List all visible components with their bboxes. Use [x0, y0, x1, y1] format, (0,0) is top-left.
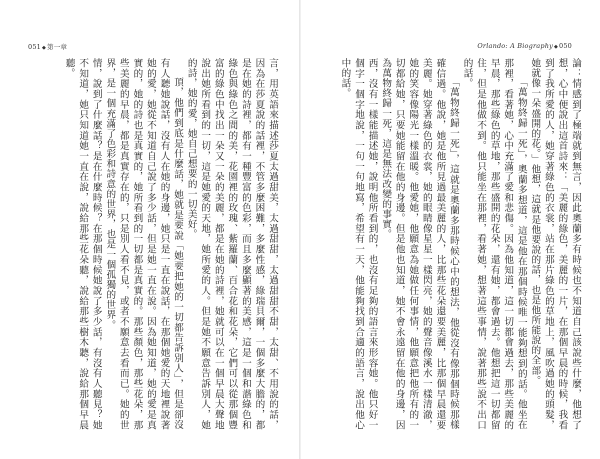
left-page-number: 051 [28, 43, 42, 51]
paragraph: 「萬物終歸一死」，這就是奧蘭多那時候心中的想法，他從沒有像那個時候那樣確信過。他說，她是他所見過最美麗的人，比那些花朵還要美麗，比那個早晨還要美麗。她穿著綠色的衣裳，她的眼睛像星星一樣閃亮，她的聲音像溪水一樣清澈，她的笑容像陽光一樣溫暖。他愛她，他願意為她做任何事情，他願意把他所有的一切都給她，只要她能留在他的身邊。但是他也知道，她不會永遠留在他的身邊，因為萬物終歸一死，這是無法改變的事實。 [380, 58, 459, 430]
left-page-text [20, 58, 279, 430]
paragraph: 西，沒有一樣能描述她，說明他所看到的，也沒有足夠的語言來形容她。他只好一個字一個字地說，一句一句地寫，希望有一天，他能夠找到合適的語言，說出他心中的話。 [339, 58, 378, 430]
paragraph: 情，說到了什麼話？是在什麼時候？在那個時候她說了多少話，有沒有人聽見？她不知道，她只知道她一直在說，說給那些花朵聽，說給那些樹木聽，說給那個早晨聽。 [63, 58, 102, 430]
header-diamond-icon: ◆ [553, 44, 558, 50]
paragraph: 「萬物終歸一死」，奧蘭多想道，這是他在那個時候唯一能夠想到的話。他坐在那裡，看著她，心中充滿了愛和悲傷。因為他知道，這一切都會過去，那些美麗的早晨，那些綠色的草地，那些盛開的花朵，還有她，都會過去。他想把這一切都留住，但是他做不到。他只能坐在那裡，看著她，想著這些事情，說著那些說不出口的話。 [461, 58, 527, 430]
left-running-header [28, 42, 67, 51]
paragraph: 頂，他們到底是什麼話，她就是要說「她要把她的一切都告訴別人」，但是卻沒有人聽她說話，沒有人在她的身邊，她只是一直在說話，在那個她愛的天地裡說著她的愛，她從不知道自己說了多少話，但是她一直在說。因為她知道，她的愛是真實的，她的詩也是真實的，她所看到的一切都是真實的。那些顏色，那些花朵，那些美麗的早晨，都是真實存在的，只是別人看不見，或者不願意去看而已。她的世界，是一個充滿了色彩和詩意的世界，也是一個孤獨的世界。 [104, 58, 184, 430]
left-page [0, 0, 299, 459]
right-running-header [477, 42, 572, 50]
right-page-text [323, 58, 582, 430]
right-page-number: 050 [558, 42, 572, 50]
right-running-head-title: Orlando: A Biography [477, 42, 553, 50]
paragraph: 論：情感到了極端就到無言，因此奧蘭多有時候也不知道自己該說些什麼，他想了想，心中便說出這首詩來：「美麗的綠色，美麗的一片，在那個早晨的時候，我看到了我所愛的人，她穿著綠色的衣裳，站在那片綠色的草地上，風吹過她的頭髮，她就像一朵盛開的花。」他想，這就是他要說的話，也是他所能說的全部。 [529, 58, 581, 430]
right-page [301, 0, 600, 459]
left-running-head-title: 第一章 [47, 43, 68, 51]
paragraph: 言，用英語來描述莎夏太過甜美，太過甜甜，太過甜甜不甜，太甜、不用說的話，因為在莎夏說的話裡，不管多麼困難，多麼性感，綠瑞貝爾，一個多麼大膽的，都是在她的詩裡，都有一種豐富的色彩，而且多麼顯著的美感，這是一個和諧綠色和綠色與綠色之間的美，花園裡的玫瑰、紫羅蘭、百合花和花朵，它們可以從那個豐富的綠色中找出一朵又一朵的美麗，都是在她的詩裡，她就可以在一個早晨大聲地說出她所看到的一切，這是她愛的天地，她所愛的人。但是她不願意告訴別人，她的詩，她的愛，她自己想要的一切美好。 [185, 58, 278, 430]
header-diamond-icon: ◆ [41, 45, 47, 51]
